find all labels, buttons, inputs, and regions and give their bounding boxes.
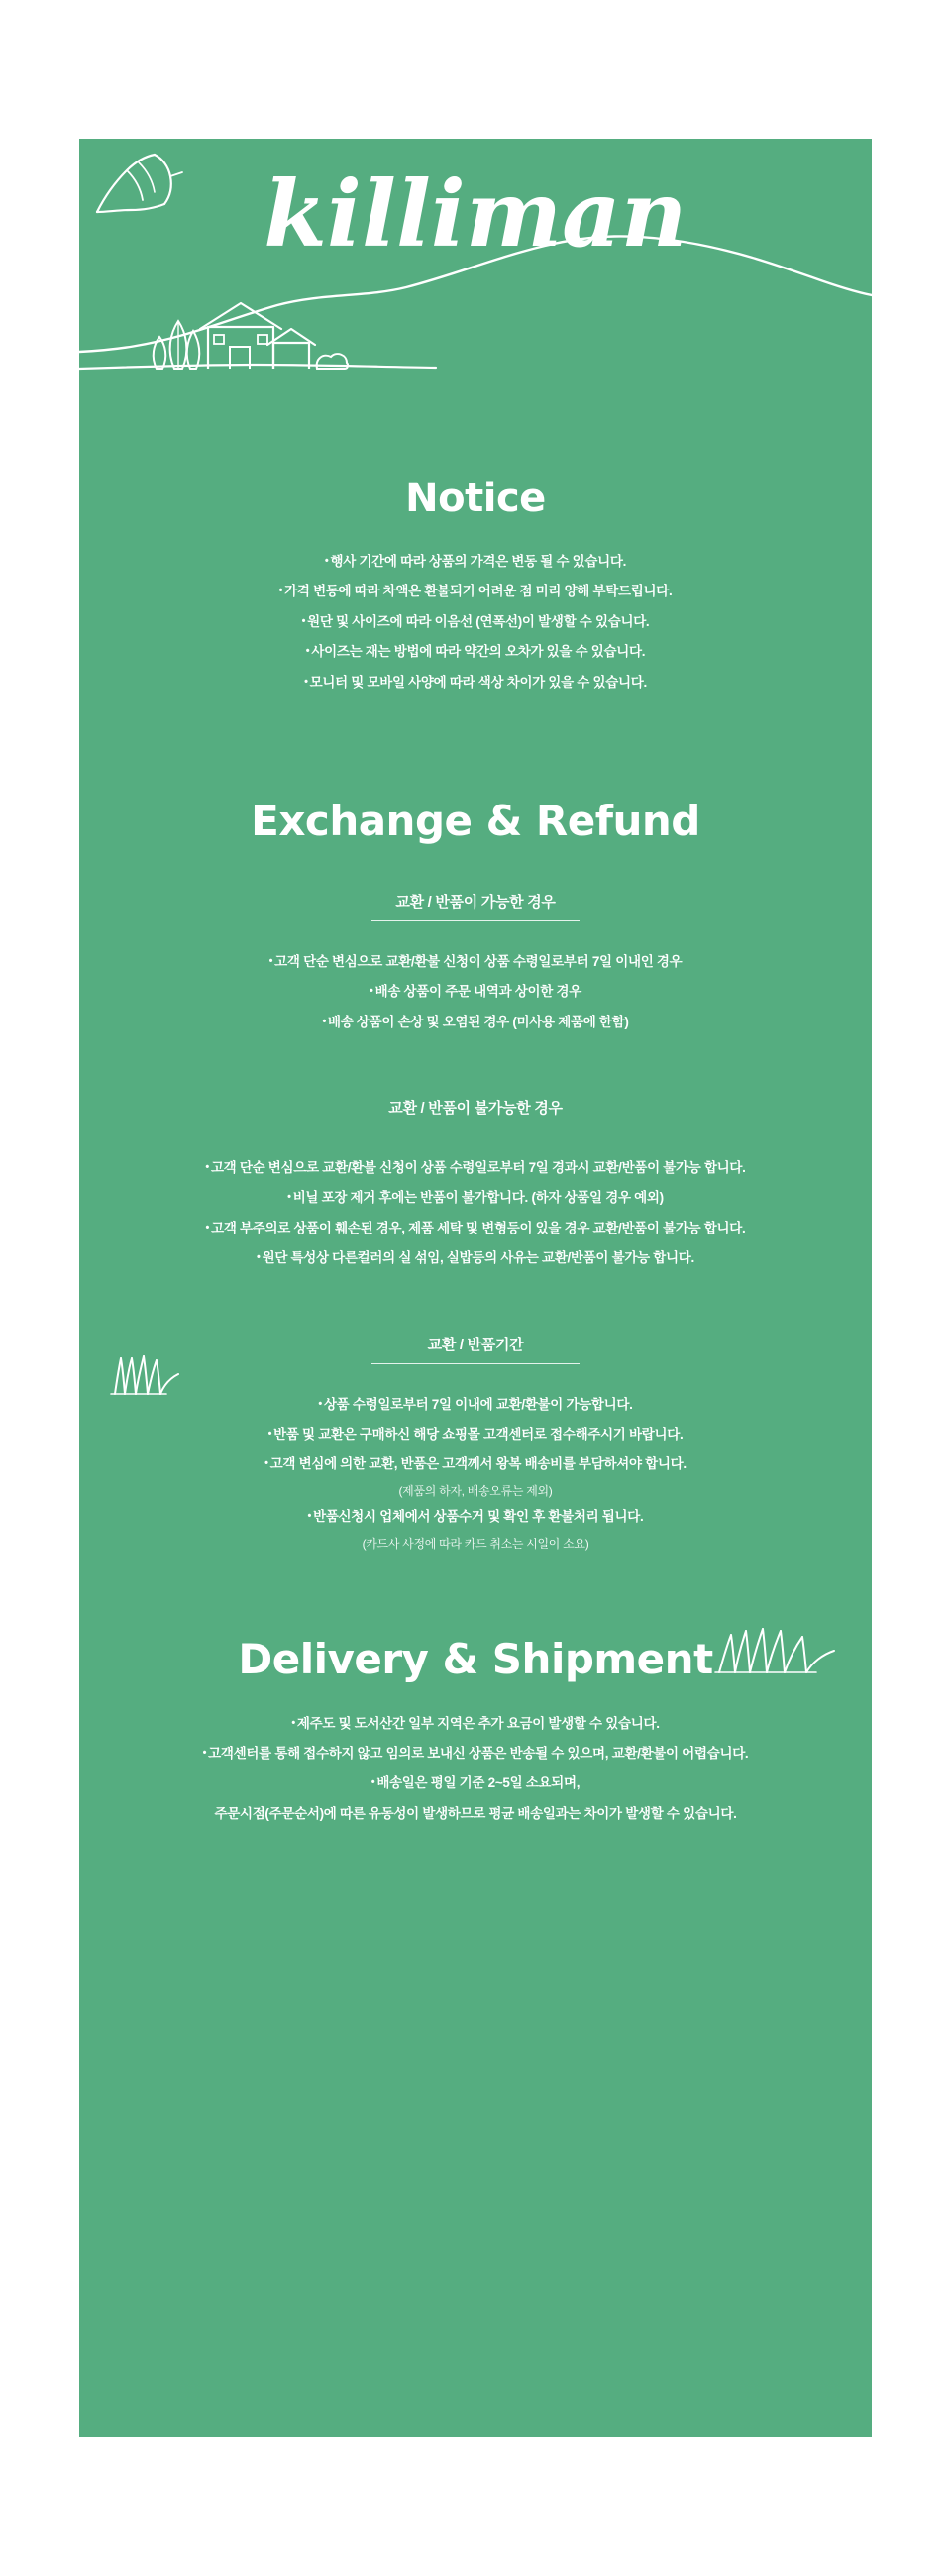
- delivery-shipment-title: Delivery & Shipment: [238, 1634, 713, 1683]
- list-item: [119, 1449, 832, 1479]
- exchange-impossible-list: [119, 1153, 832, 1274]
- list-item-text: 고객 변심에 의한 교환, 반품은 고객께서 왕복 배송비를 부담하셔야 합니다.: [269, 1456, 687, 1472]
- list-item-text: 모니터 및 모바일 사양에 따라 색상 차이가 있을 수 있습니다.: [309, 674, 647, 690]
- subhead-exchange-impossible: 교환 / 반품이 불가능한 경우: [371, 1097, 580, 1127]
- bullet-icon: •: [304, 675, 308, 688]
- grass-tuft-icon: [107, 1342, 196, 1402]
- list-item-text: 고객 단순 변심으로 교환/환불 신청이 상품 수령일로부터 7일 이내인 경우: [274, 953, 683, 969]
- list-item: [119, 547, 832, 577]
- subhead-exchange-period: 교환 / 반품기간: [371, 1334, 580, 1364]
- section-notice: [79, 476, 872, 698]
- bullet-icon: •: [205, 1161, 209, 1173]
- spacer: [119, 1274, 832, 1334]
- exchange-possible-list: [119, 947, 832, 1037]
- list-item: [119, 977, 832, 1007]
- list-item-text: 가격 변동에 따라 차액은 환불되기 어려운 점 미리 양해 부탁드립니다.: [284, 584, 673, 599]
- bullet-icon: •: [257, 1251, 261, 1264]
- list-item: [119, 1502, 832, 1532]
- bullet-icon: •: [370, 985, 373, 998]
- list-item: [119, 577, 832, 606]
- list-item-text: 고객 부주의로 상품이 훼손된 경우, 제품 세탁 및 변형등이 있을 경우 교환/반품이 불가능 합니다.: [211, 1220, 746, 1235]
- list-item-text: 사이즈는 재는 방법에 따라 약간의 오차가 있을 수 있습니다.: [311, 644, 646, 660]
- bullet-icon: •: [307, 1510, 312, 1523]
- list-item-text: 비닐 포장 제거 후에는 반품이 불가합니다. (하자 상품일 경우 예외): [292, 1190, 664, 1206]
- list-item-text: 배송일은 평일 기준 2~5일 소요되며,: [376, 1775, 581, 1791]
- subhead-exchange-possible: 교환 / 반품이 가능한 경우: [371, 891, 580, 921]
- bullet-icon: •: [324, 555, 329, 567]
- list-item: [119, 637, 832, 667]
- list-item: [119, 1243, 832, 1273]
- list-item-note: (카드사 사정에 따라 카드 취소는 시일이 소요): [362, 1536, 589, 1551]
- list-item-continuation: 주문시점(주문순서)에 따른 유동성이 발생하므로 평균 배송일과는 차이가 발생할 수 있습니다.: [214, 1805, 737, 1821]
- bullet-icon: •: [264, 1457, 268, 1470]
- spacer: [119, 1037, 832, 1097]
- spacer: [119, 845, 832, 891]
- bullet-icon: •: [205, 1221, 210, 1234]
- list-item: [119, 1420, 832, 1449]
- list-item-text: 상품 수령일로부터 7일 이내에 교환/환불이 가능합니다.: [323, 1396, 633, 1412]
- list-item-text: 고객 단순 변심으로 교환/환불 신청이 상품 수령일로부터 7일 경과시 교환/반품이 불가능 합니다.: [210, 1160, 746, 1175]
- delivery-list: [119, 1709, 832, 1830]
- bullet-icon: •: [305, 645, 310, 658]
- bullet-icon: •: [322, 1015, 326, 1027]
- bullet-icon: •: [301, 614, 306, 627]
- notice-title: Notice: [405, 476, 546, 521]
- list-item-text: 배송 상품이 주문 내역과 상이한 경우: [374, 984, 581, 1000]
- bullet-icon: •: [291, 1716, 295, 1729]
- list-item-text: 제주도 및 도서산간 일부 지역은 추가 요금이 발생할 수 있습니다.: [296, 1715, 660, 1731]
- list-item: [119, 668, 832, 698]
- list-item: [119, 607, 832, 637]
- section-exchange-refund: [79, 797, 872, 1556]
- list-item: [119, 1390, 832, 1420]
- list-item-text: 원단 및 사이즈에 따라 이음선 (연폭선)이 발생할 수 있습니다.: [307, 613, 650, 629]
- list-item: [119, 1183, 832, 1213]
- bullet-icon: •: [318, 1397, 322, 1410]
- header-artwork: [79, 139, 872, 476]
- list-item-text: 반품 및 교환은 구매하신 해당 쇼핑몰 고객센터로 접수해주시기 바랍니다.: [273, 1426, 684, 1442]
- list-item-text: 배송 상품이 손상 및 오염된 경우 (미사용 제품에 한함): [328, 1014, 629, 1029]
- bullet-icon: •: [202, 1746, 207, 1759]
- bullet-icon: •: [278, 585, 283, 597]
- brand-logo-text: killiman: [264, 161, 687, 268]
- list-item-text: 원단 특성상 다른컬러의 실 섞임, 실밥등의 사유는 교환/반품이 불가능 합니다.: [262, 1250, 694, 1266]
- list-item: [119, 1739, 832, 1769]
- content-panel: [79, 139, 872, 2437]
- list-item-text: 행사 기간에 따라 상품의 가격은 변동 될 수 있습니다.: [330, 554, 627, 569]
- exchange-period-list: [119, 1390, 832, 1556]
- list-item: [119, 947, 832, 977]
- list-item: [119, 1214, 832, 1243]
- grass-tuft-icon: [713, 1615, 842, 1684]
- list-item: [119, 1153, 832, 1183]
- bullet-icon: •: [370, 1776, 375, 1789]
- exchange-refund-title: Exchange & Refund: [251, 796, 700, 845]
- list-item-text: 반품신청시 업체에서 상품수거 및 확인 후 환불처리 됩니다.: [313, 1509, 644, 1525]
- spacer: [79, 698, 872, 797]
- list-item-text: 고객센터를 통해 접수하지 않고 임의로 보내신 상품은 반송될 수 있으며, 교환/환불이 어렵습니다.: [208, 1745, 749, 1761]
- list-item-note: (제품의 하자, 배송오류는 제외): [398, 1483, 553, 1498]
- list-item: [119, 1769, 832, 1798]
- bullet-icon: •: [287, 1191, 291, 1204]
- bullet-icon: •: [267, 1427, 272, 1440]
- list-item: [119, 1008, 832, 1037]
- brand-logo-handwriting: [79, 139, 872, 287]
- bullet-icon: •: [268, 954, 273, 967]
- list-item: [119, 1709, 832, 1739]
- notice-list: [119, 547, 832, 698]
